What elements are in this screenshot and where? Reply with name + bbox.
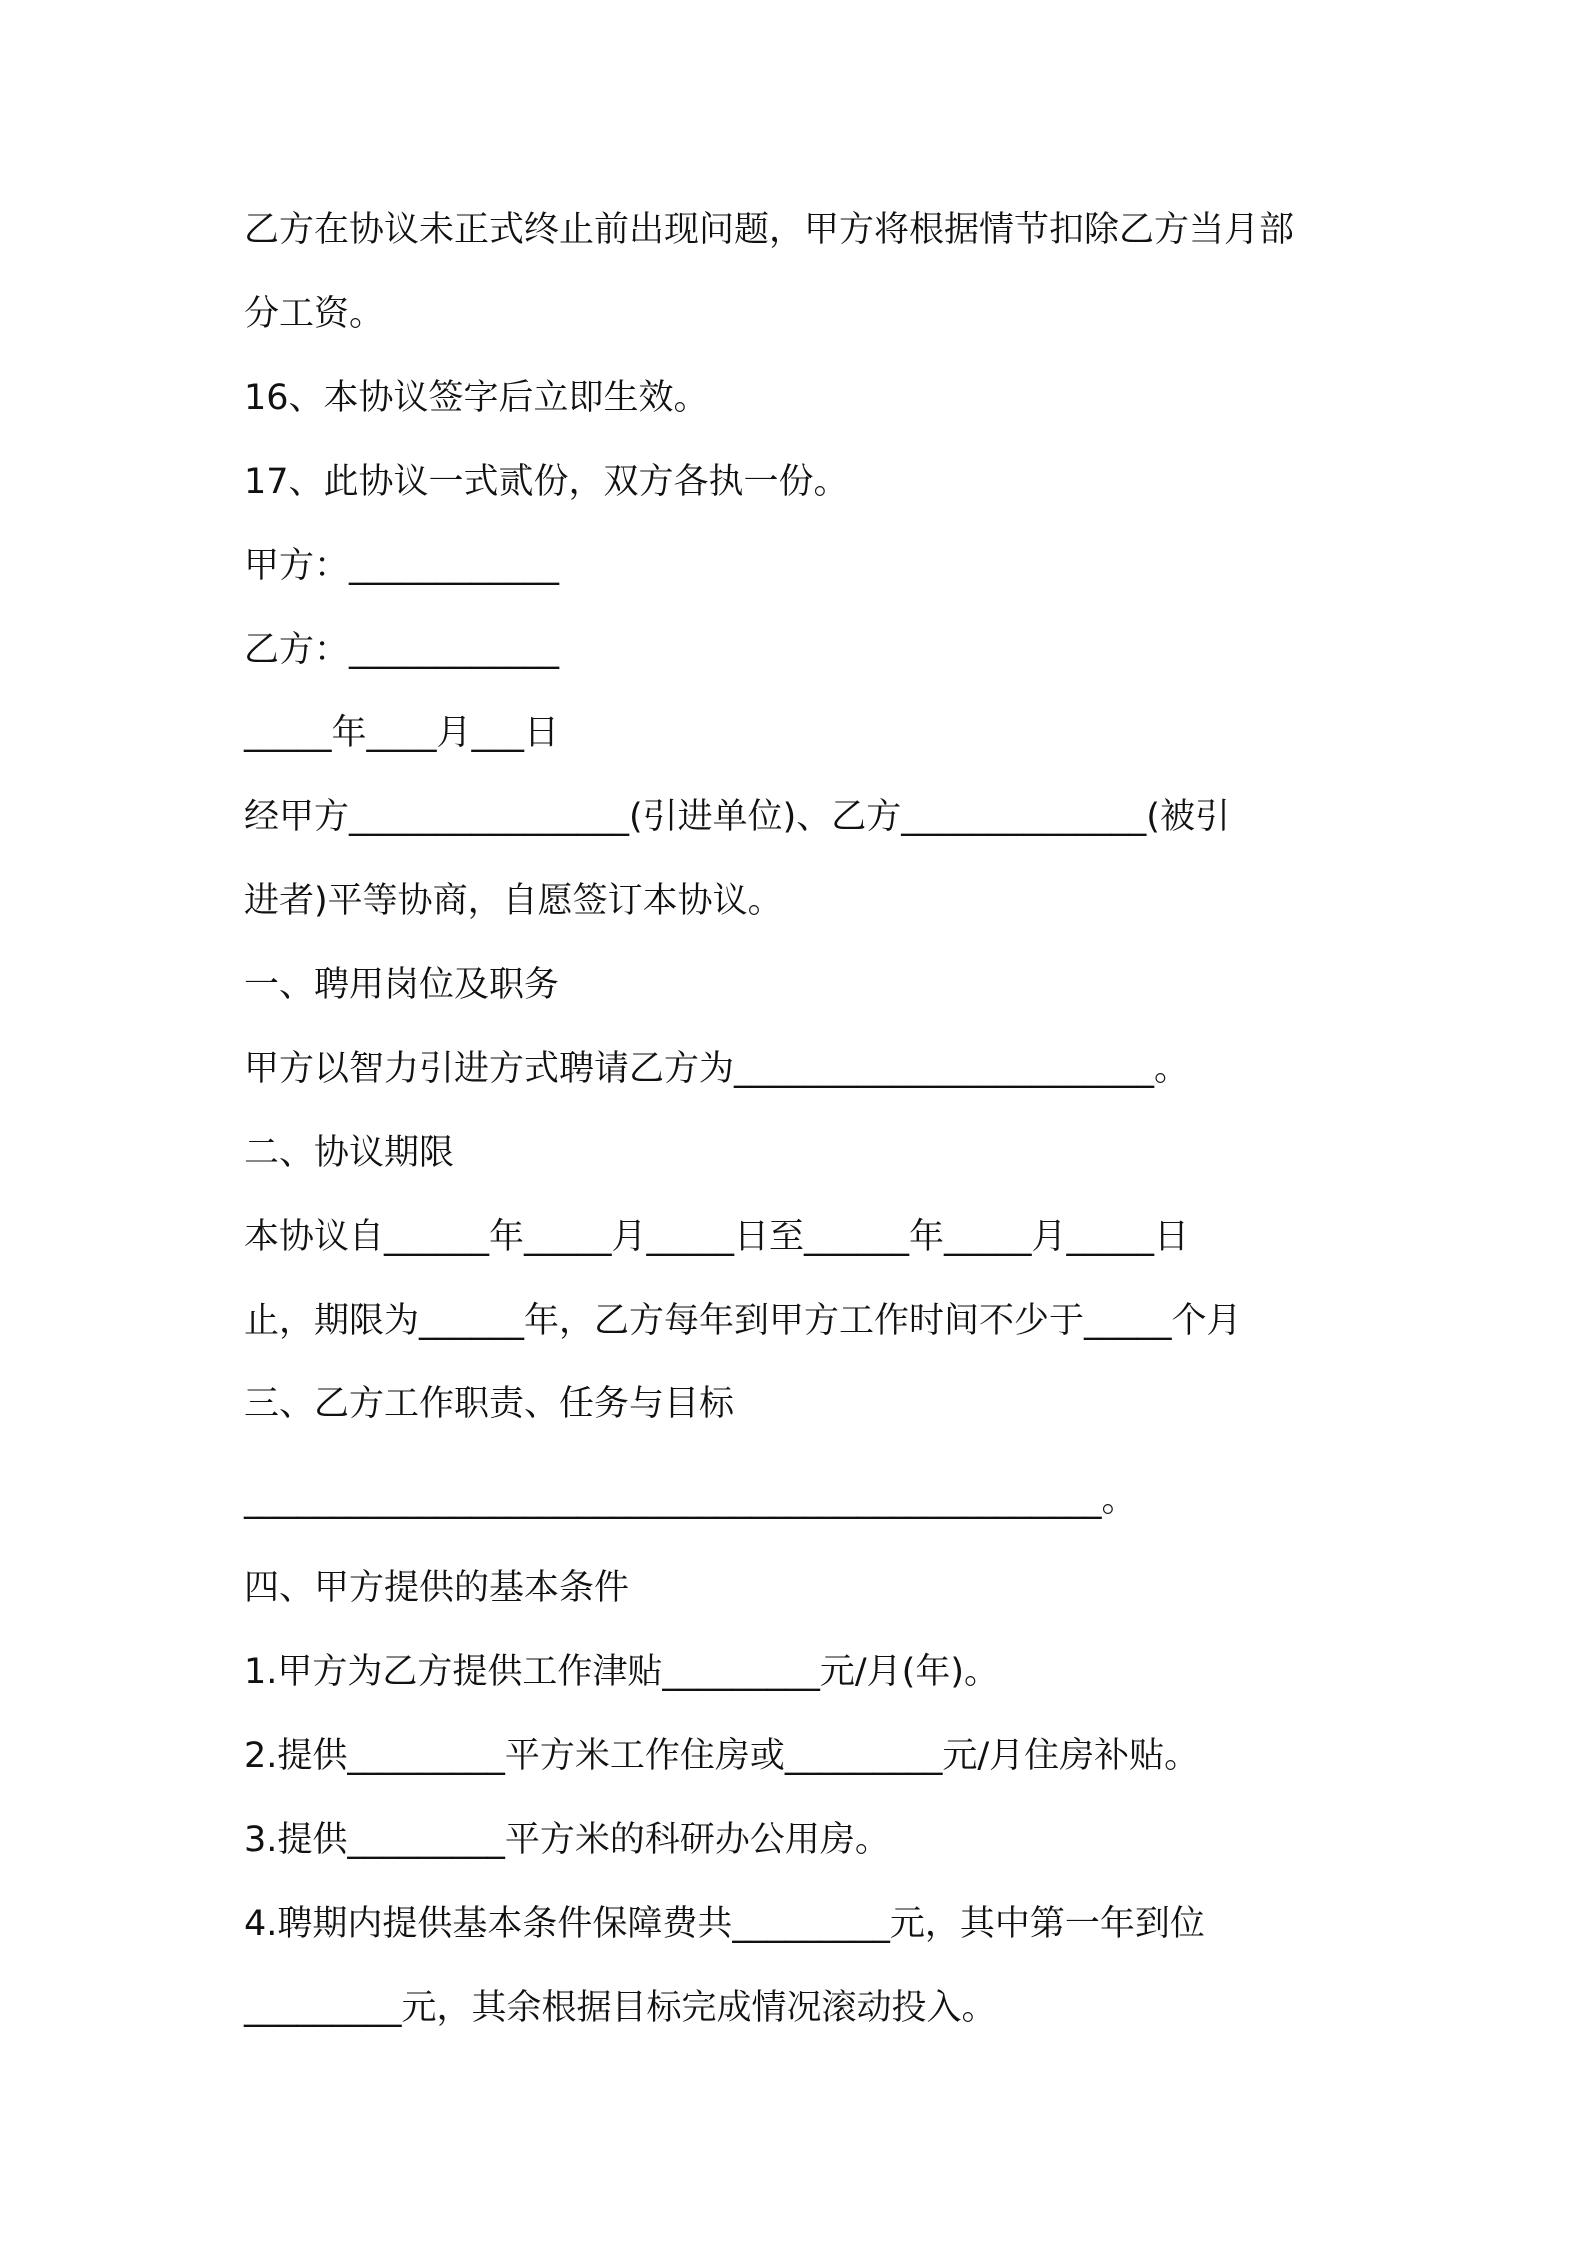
section-heading-3: 三、乙方工作职责、任务与目标 [244,1384,735,1424]
position-line: 甲方以智力引进方式聘请乙方为________________________。 [244,1049,1190,1089]
intro-line: 经甲方________________(引进单位)、乙方______________(被引 [244,797,1230,837]
term-line: 止，期限为______年，乙方每年到甲方工作时间不少于_____个月 [244,1301,1242,1341]
clause-16: 16、本协议签字后立即生效。 [244,378,709,418]
intro-line: 进者)平等协商，自愿签订本协议。 [244,881,783,921]
date-line: _____年____月___日 [244,713,560,753]
condition-3: 3.提供_________平方米的科研办公用房。 [244,1820,890,1860]
condition-1: 1.甲方为乙方提供工作津贴_________元/月(年)。 [244,1652,999,1692]
condition-4: 4.聘期内提供基本条件保障费共_________元，其中第一年到位 [244,1904,1205,1944]
duties-blank-line: _________________________________________________。 [244,1480,1137,1520]
section-heading-2: 二、协议期限 [244,1133,455,1173]
paragraph-line: 乙方在协议未正式终止前出现问题，甲方将根据情节扣除乙方当月部 [244,210,1295,250]
section-heading-4: 四、甲方提供的基本条件 [244,1568,630,1608]
party-b-signature-line: 乙方：____________ [244,630,560,670]
clause-17: 17、此协议一式贰份，双方各执一份。 [244,462,849,502]
condition-4-continued: _________元，其余根据目标完成情况滚动投入。 [244,1988,997,2028]
party-a-signature-line: 甲方：____________ [244,546,560,586]
paragraph-line: 分工资。 [244,294,385,334]
section-heading-1: 一、聘用岗位及职务 [244,965,560,1005]
term-line: 本协议自______年_____月_____日至______年_____月_____日 [244,1217,1190,1257]
condition-2: 2.提供_________平方米工作住房或_________元/月住房补贴。 [244,1736,1200,1776]
